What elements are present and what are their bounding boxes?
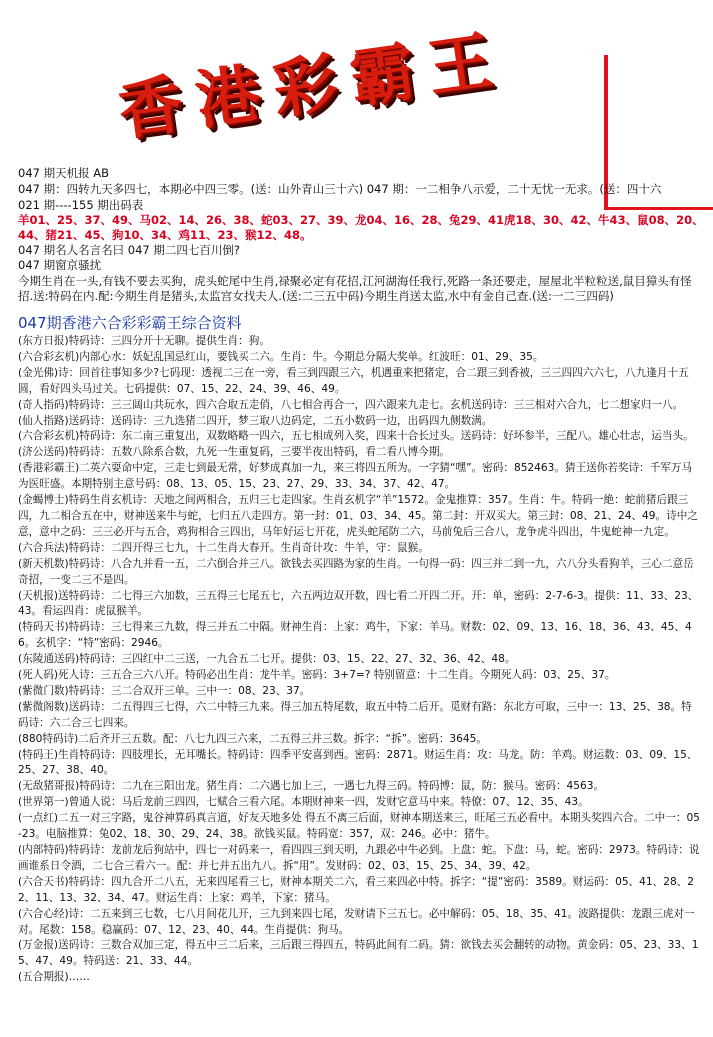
entry-item: (济公送码)特码诗：五数八除系合数，九死一生重复码，三要半夜出特码，看二看八博今期。 [18,446,451,459]
entry-item: (金光佛)诗：回首往事知多少?七码现：透视二三在一旁，看三到四跟三六，机遇重来把猪定，合二跟三到香被，三三四四六六七，八九逢月十五圆，看好四头马过关。七码提供：07、15、22、24、39、46、49。 [18,366,689,395]
banner [0,0,713,160]
entry-item: (东方日报)特码诗：三四分开十无聊。提供生肖：狗。 [18,335,270,347]
entry-item: (奇人指码)特码诗：三三阔山共玩水，四六合取五走俏，八七相合再合一，四六跟来九走七。玄机送码诗：三三相对六合九，七二想家归一八。 [18,398,684,411]
entry-item: (特码王)生肖特码诗：四肢埋长，无耳嘴长。特码诗：四季平安喜到西。密码：2871。财运生肖：攻：马龙。防：羊鸡。财运数：03、09、15、25、27、38、40。 [18,748,698,777]
entry-item: (无敌猪哥报)特码诗：二九在三阳出龙。猪生肖：二六遇七加上三，一遇七九得三码。特码博：鼠，防：猴马。密码：4563。 [18,780,605,793]
intro-paragraph: 今期生肖在一头,有钱不要去买狗，虎头蛇尾中生肖,禄聚必定有花招,江河湖海任我行,死路一条还要走，屋屋北半粒粒送,鼠目獐头有怪招.送:特码在内.配:今期生肖是猪头,太监宫女找夫人.(送:二三五中码)今期生肖送太监,水中有金自己查.(送:一二三四码) [18,274,692,303]
header-line-4: 047 期名人名言名曰 047 期二四七百川倒? [18,243,240,257]
entry-item: (六合彩玄机)特码诗：东二南三重复出，双数略略一四六，五七相成列入奖，四来十合长过头。送码诗：好坏参半，三配八。雄心壮志，运当头。 [18,430,694,443]
entry-item: (紫微门数)特码诗：三二合双开三单。三中一：08、23、37。 [18,684,311,697]
entry-item: (天机报)送特码诗：二七得三六加数，三五得三七尾五七，六五两边双开数，四七看二开四二开。开：单，密码：2-7-6-3。提供：11、33、23、43。看运四肖：虎鼠猴羊。 [18,589,699,618]
entry-item: (新天机数)特码诗：八合九并看一五，二六倒合并三八。欲钱去买四路为家的生肖。一句得一码：四三并二到一九，六八分头看狗羊，三心二意岳奇招，一变二三不是四。 [18,557,694,586]
banner-title: 香港彩霸王 [113,21,511,151]
zodiac-number-table: 羊01、25、37、49、马02、14、26、38、蛇03、27、39、龙04、16、28、兔29、41虎18、30、42、牛43、鼠08、20、44、猪21、45、狗10、34、鸡11、23、猴12、48。 [18,213,704,242]
entry-item: (一点红)二五一对三字路，鬼谷神算码真言道，好友天地多处 得五不离三后面，财神本期送来三，旺尾三五必看中。本期头奖四六合。二中一：05-23。电脑推算：兔02、18、30、29、24、38。欲钱买鼠。特码宽：357，双：246。必中：猪牛。 [18,812,700,841]
entry-item: (紫微阁数)送码诗：二五得四三七得，六二中特三九来。得三加五特尾数，取五中特二后开。觅财有路：东北方可取，三中一：13、25、38。特码诗：六二合三七四来。 [18,700,692,729]
entry-item-cut: (五合期报)…… [18,971,90,984]
entry-item: (六合心经)诗：二五来到三七数，七八月间花儿开，三九到来四七尾，发财请下三五七。必中解码：05、18、35、41。波路提供：龙跟三虎对一对。尾数：158。稳赢码：07、12、23、40、44。生肖提供：狗马。 [18,907,695,936]
entry-item: (880特码诗)二后齐开三五数。配：八七九四三六来，二五得三并三数。拆字：“拆”。密码：3645。 [18,732,487,745]
entry-list [18,334,700,986]
entry-item: (香港彩霸王)二英六耍命中定，三走七到最无常，好梦成真加一九，来三将四五所为。一字猜“嘿”。密码：852463。猜王送你若奖诗：千军万马为医旺盛。本期特别主意号码：08、13、05、15、23、27、29、33、34、37、42、47。 [18,462,693,491]
entry-item: (六合天书)特码诗：四九合开二八五，无来四尾看三七，财神本期关二六，看三来四必中特。拆字：“提”密码：3589。财运码：05、41、28、22、11、13、32、34、47。财运生肖：上家：鸡羊，下家：猪马。 [18,875,695,904]
entry-item: (内部特码)特码诗：龙前龙后狗站中，四七一对码来一，看四四三到天明，九跟必中牛必到。上盘：蛇。下盘：马，蛇。密码：2973。特码诗：说画谁系日令酒，二七合三看六一。配：并七并五出九八。拆“用”。发财码：02、03、15、25、34、39、42。 [18,844,700,872]
entry-item: (万金报)送码诗：三数合双加三定，得五中三二后来，三后跟三得四五，特码此间有二码。猜：欲钱去买会翻转的动物。黄金码：05、23、33、15、47、49。特码送：21、33、44。 [18,939,699,968]
entry-item: (死人码)死人诗：三五合三六八开。特码必出生肖：龙牛羊。密码：3+7=? 特别留意：十二生肖。今期死人码：03、25、37。 [18,669,616,682]
entry-item: (金蝎博士)特码生肖玄机诗：天地之间两相合，五归三七走四家。生肖玄机字“羊”1572。金鬼推算：357。生肖：牛。特码一絶：蛇前猪后跟三四，九二相合五在中，财神送来牛与蛇，七归五八走四方。第一封：01、03、34、45。第二封：开双买大。第三封：08、21、24、49。诗中之意，意中之码：三三必开与五合，鸡狗相合三四出，马年好运七开花，虎头蛇尾防二六，马前兔后三合八，龙争虎斗四出，牛鬼蛇神一九定。 [18,494,698,538]
entry-item: (六合兵法)特码诗：二四开得三七九，十二生肖大春开。生肖奇计攻：牛羊，守：鼠猴。 [18,541,429,554]
entry-item: (东陵通送码)特码诗：三四红中二三送，一九合五二七开。提供：03、15、22、27、32、36、42、48。 [18,653,516,666]
header-line-2: 047 期：四转九天多四七，本期必中四三零。(送：山外青山三十六) 047 期：一二相争八示爱，二十无忧一无求。(送：四十六 [18,182,662,196]
section-title: 047期香港六合彩彩霸王综合资料 [18,314,242,332]
entry-item: (特码天书)特码诗：三七得来三九数，得三并五二中隔。财神生肖：上家：鸡牛，下家：羊马。财数：02、09、13、16、18、36、43、45、46。玄机字：“特”密码：2946。 [18,621,692,650]
entry-item: (六合彩玄机)内部心水：妖妃乱国忌红山，要钱买二六。生肖：牛。今期总分隔大奖单。红波旺：01、29、35。 [18,350,544,363]
entry-item: (仙人指路)送码诗：送码诗：三九选猪二四开，梦三取八边码定，二五小数码一边，出码四九侧数满。 [18,414,493,427]
header-line-3: 021 期----155 期出码表 [18,198,144,212]
entry-item: (世界第一)曾通人说：马后龙前三四四，七赋合三看六尾。本期财神来一四，发财它意马中来。特僚：07、12、35、43。 [18,796,589,809]
header-line-1: 047 期天机报 AB [18,166,110,180]
header-line-5: 047 期窗京骚扰 [18,258,102,272]
